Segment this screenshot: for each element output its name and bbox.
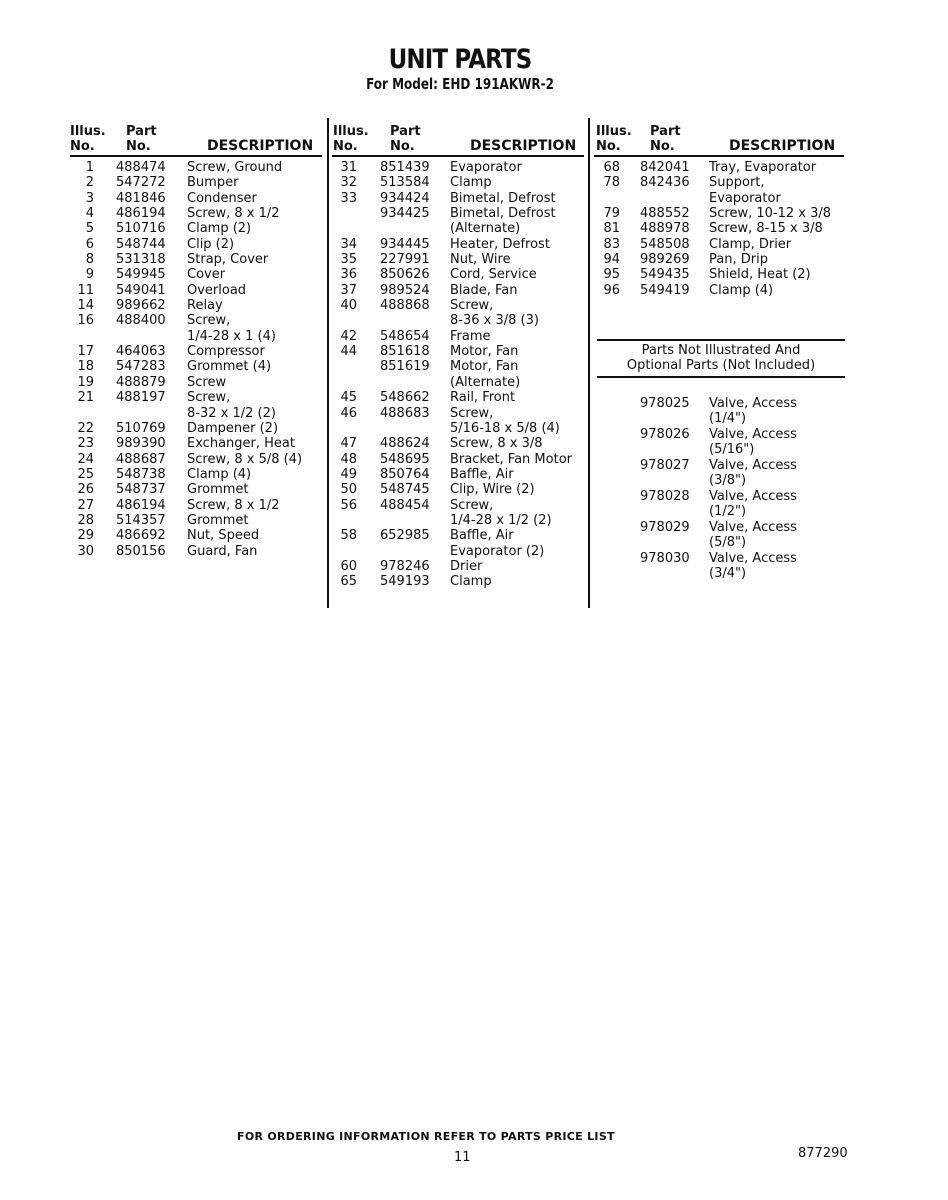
part-description: Motor, Fan <box>450 359 519 375</box>
header-description: DESCRIPTION <box>207 138 314 154</box>
part-number: 488552 <box>640 206 690 222</box>
illus-number: 16 <box>77 313 94 329</box>
table-row <box>0 298 948 313</box>
part-description: (Alternate) <box>450 374 521 390</box>
part-description: Clip, Wire (2) <box>450 482 535 498</box>
part-description: Bumper <box>187 175 239 191</box>
part-number: 548662 <box>380 390 430 406</box>
illus-number: 37 <box>340 282 357 298</box>
part-number: 488687 <box>116 451 166 467</box>
header-no-label: No. <box>126 139 151 154</box>
part-description: Clamp <box>450 574 492 590</box>
part-description: 8-32 x 1/2 (2) <box>187 405 276 421</box>
part-description: Valve, Access <box>709 458 797 473</box>
illus-number: 32 <box>340 175 357 191</box>
illus-number: 5 <box>85 221 94 237</box>
part-description: Tray, Evaporator <box>709 160 817 175</box>
part-number: 548508 <box>640 236 690 252</box>
illus-number: 1 <box>85 160 94 175</box>
illus-number: 65 <box>340 574 357 590</box>
part-number: 486194 <box>116 206 166 222</box>
part-description: Valve, Access <box>709 551 797 566</box>
part-number: 549041 <box>116 282 166 298</box>
part-number: 978030 <box>640 551 690 566</box>
part-number: 978025 <box>640 396 690 411</box>
illus-number: 19 <box>77 374 94 390</box>
part-size: (3/4") <box>709 566 747 582</box>
part-number: 978027 <box>640 458 690 473</box>
header-rule-2 <box>332 155 584 157</box>
illus-number: 25 <box>77 466 94 482</box>
part-description: Evaporator <box>709 190 781 206</box>
table-row <box>0 252 948 267</box>
illus-number: 31 <box>340 160 357 175</box>
part-description: Exchanger, Heat <box>187 436 295 452</box>
optional-part-row <box>0 551 948 582</box>
part-description: Grommet (4) <box>187 359 272 375</box>
part-description: Grommet <box>187 482 249 498</box>
part-description: Baffle, Air <box>450 466 514 482</box>
part-description: Valve, Access <box>709 520 797 535</box>
part-number: 842041 <box>640 160 690 175</box>
part-description: Screw, 8 x 1/2 <box>187 206 280 222</box>
part-description: Drier <box>450 558 483 574</box>
part-description: Clamp (4) <box>187 466 252 482</box>
part-number: 488879 <box>116 374 166 390</box>
header-part-no <box>650 124 681 154</box>
header-no-label: No. <box>333 139 358 154</box>
document-number: 877290 <box>798 1146 848 1161</box>
part-description: Clamp (2) <box>187 221 252 237</box>
part-number: 989390 <box>116 436 166 452</box>
table-row <box>0 221 948 236</box>
table-row <box>0 160 948 175</box>
part-description: Clamp <box>450 175 492 191</box>
part-number: 481846 <box>116 190 166 206</box>
part-number: 934445 <box>380 236 430 252</box>
illus-number: 27 <box>77 497 94 513</box>
part-description: Nut, Speed <box>187 528 260 544</box>
part-description: Screw, 8 x 1/2 <box>187 497 280 513</box>
header-part-no <box>390 124 421 154</box>
optional-part-row <box>0 489 948 520</box>
illus-number: 68 <box>603 160 620 175</box>
optional-part-row <box>0 458 948 489</box>
part-description: Screw, 8-15 x 3/8 <box>709 221 823 237</box>
part-number: 486692 <box>116 528 166 544</box>
optional-part-row <box>0 427 948 458</box>
part-number: 464063 <box>116 344 166 360</box>
header-no-label: No. <box>596 139 621 154</box>
part-number: 548737 <box>116 482 166 498</box>
part-number: 227991 <box>380 252 430 268</box>
header-rule-3 <box>594 155 844 157</box>
header-rule-1 <box>70 155 322 157</box>
part-number: 842436 <box>640 175 690 191</box>
part-number: 549193 <box>380 574 430 590</box>
part-number: 851618 <box>380 344 430 360</box>
header-description: DESCRIPTION <box>729 138 836 154</box>
optional-part-row <box>0 520 948 551</box>
illus-number: 60 <box>340 558 357 574</box>
part-description: Support, <box>709 175 765 191</box>
part-description: Screw, 10-12 x 3/8 <box>709 206 832 222</box>
part-number: 488197 <box>116 390 166 406</box>
table-row <box>0 313 948 328</box>
part-number: 548745 <box>380 482 430 498</box>
table-row <box>0 191 948 206</box>
part-number: 510769 <box>116 420 166 436</box>
header-part-no <box>126 124 157 154</box>
model-subtitle: For Model: EHD 191AKWR-2 <box>366 75 554 93</box>
part-description: Valve, Access <box>709 427 797 442</box>
illus-number: 50 <box>340 482 357 498</box>
illus-number: 26 <box>77 482 94 498</box>
optional-heading-line-1: Parts Not Illustrated And <box>641 343 801 358</box>
header-part-label: Part <box>390 124 421 139</box>
page-title: UNIT PARTS <box>388 44 532 75</box>
part-number: 549419 <box>640 282 690 298</box>
illus-number: 23 <box>77 436 94 452</box>
part-description: Relay <box>187 298 223 314</box>
part-description: Bracket, Fan Motor <box>450 451 572 467</box>
illus-number: 4 <box>85 206 94 222</box>
part-description: 1/4-28 x 1 (4) <box>187 328 276 344</box>
part-number: 547272 <box>116 175 166 191</box>
header-no-label: No. <box>70 139 95 154</box>
part-description: Baffle, Air <box>450 528 514 544</box>
optional-rule-top <box>597 339 845 341</box>
part-description: Frame <box>450 328 491 344</box>
part-number: 513584 <box>380 175 430 191</box>
illus-number: 46 <box>340 405 357 421</box>
illus-number: 18 <box>77 359 94 375</box>
part-number: 488978 <box>640 221 690 237</box>
illus-number: 94 <box>603 252 620 268</box>
illus-number: 9 <box>85 267 94 283</box>
part-description: Shield, Heat (2) <box>709 267 811 283</box>
header-no-label: No. <box>390 139 415 154</box>
illus-number: 42 <box>340 328 357 344</box>
illus-number: 95 <box>603 267 620 283</box>
part-number: 989662 <box>116 298 166 314</box>
illus-number: 35 <box>340 252 357 268</box>
part-description: Grommet <box>187 512 249 528</box>
header-illus-label: Illus. <box>70 124 106 139</box>
part-number: 934425 <box>380 206 430 222</box>
part-number: 851619 <box>380 359 430 375</box>
parts-column-3 <box>0 160 948 298</box>
part-number: 652985 <box>380 528 430 544</box>
part-number: 978026 <box>640 427 690 442</box>
illus-number: 78 <box>603 175 620 191</box>
part-number: 978029 <box>640 520 690 535</box>
header-illus-no <box>70 124 106 154</box>
table-row <box>0 237 948 252</box>
part-number: 549435 <box>640 267 690 283</box>
part-description: Overload <box>187 282 247 298</box>
part-description: Bimetal, Defrost <box>450 206 556 222</box>
header-part-label: Part <box>126 124 157 139</box>
header-description: DESCRIPTION <box>470 138 577 154</box>
part-number: 549945 <box>116 267 166 283</box>
ordering-note: FOR ORDERING INFORMATION REFER TO PARTS PRICE LIST <box>237 1130 615 1143</box>
part-description: Cord, Service <box>450 267 537 283</box>
part-size: (5/16") <box>709 442 755 458</box>
illus-number: 36 <box>340 267 357 283</box>
illus-number: 40 <box>340 298 357 314</box>
part-number: 989269 <box>640 252 690 268</box>
part-description: Rail, Front <box>450 390 516 406</box>
part-number: 851439 <box>380 160 430 175</box>
header-illus-no <box>333 124 369 154</box>
part-number: 548738 <box>116 466 166 482</box>
optional-part-row <box>0 396 948 427</box>
part-description: Screw, <box>450 298 494 314</box>
part-number: 531318 <box>116 252 166 268</box>
part-number: 488868 <box>380 298 430 314</box>
part-description: Heater, Defrost <box>450 236 550 252</box>
illus-number: 45 <box>340 390 357 406</box>
illus-number: 79 <box>603 206 620 222</box>
header-part-label: Part <box>650 124 681 139</box>
part-number: 488683 <box>380 405 430 421</box>
illus-number: 6 <box>85 236 94 252</box>
part-description: Dampener (2) <box>187 420 279 436</box>
part-description: Guard, Fan <box>187 543 258 559</box>
part-number: 547283 <box>116 359 166 375</box>
part-description: Compressor <box>187 344 265 360</box>
part-description: Nut, Wire <box>450 252 511 268</box>
illus-number: 2 <box>85 175 94 191</box>
part-description: Valve, Access <box>709 396 797 411</box>
part-description: Strap, Cover <box>187 252 269 268</box>
part-description: Clamp, Drier <box>709 236 792 252</box>
table-row <box>0 206 948 221</box>
illus-number: 96 <box>603 282 620 298</box>
part-description: Valve, Access <box>709 489 797 504</box>
illus-number: 21 <box>77 390 94 406</box>
illus-number: 24 <box>77 451 94 467</box>
header-illus-label: Illus. <box>333 124 369 139</box>
illus-number: 49 <box>340 466 357 482</box>
illus-number: 34 <box>340 236 357 252</box>
part-number: 978246 <box>380 558 430 574</box>
part-description: Cover <box>187 267 226 283</box>
illus-number: 47 <box>340 436 357 452</box>
illus-number: 44 <box>340 344 357 360</box>
part-number: 548695 <box>380 451 430 467</box>
illus-number: 28 <box>77 512 94 528</box>
part-number: 850626 <box>380 267 430 283</box>
part-description: Screw, 8 x 5/8 (4) <box>187 451 303 467</box>
part-number: 486194 <box>116 497 166 513</box>
illus-number: 11 <box>77 282 94 298</box>
part-description: Bimetal, Defrost <box>450 190 556 206</box>
illus-number: 17 <box>77 344 94 360</box>
part-description: Screw, <box>187 390 231 406</box>
part-number: 488454 <box>380 497 430 513</box>
part-number: 548744 <box>116 236 166 252</box>
part-size: (1/2") <box>709 504 747 520</box>
page-number: 11 <box>454 1150 471 1165</box>
part-description: Clamp (4) <box>709 282 774 298</box>
part-description: Screw, <box>450 405 494 421</box>
part-description: Clip (2) <box>187 236 235 252</box>
illus-number: 22 <box>77 420 94 436</box>
illus-number: 56 <box>340 497 357 513</box>
part-number: 514357 <box>116 512 166 528</box>
part-description: (Alternate) <box>450 221 521 237</box>
part-description: Screw, Ground <box>187 160 283 175</box>
part-description: Screw, <box>187 313 231 329</box>
part-number: 488400 <box>116 313 166 329</box>
part-number: 989524 <box>380 282 430 298</box>
part-number: 934424 <box>380 190 430 206</box>
illus-number: 48 <box>340 451 357 467</box>
part-size: (5/8") <box>709 535 747 551</box>
part-size: (1/4") <box>709 411 747 427</box>
part-number: 510716 <box>116 221 166 237</box>
part-description: Pan, Drip <box>709 252 768 268</box>
part-number: 488474 <box>116 160 166 175</box>
header-illus-label: Illus. <box>596 124 632 139</box>
illus-number: 33 <box>340 190 357 206</box>
part-description: Blade, Fan <box>450 282 518 298</box>
optional-rule-bottom <box>597 376 845 378</box>
illus-number: 14 <box>77 298 94 314</box>
table-row <box>0 267 948 282</box>
part-number: 978028 <box>640 489 690 504</box>
illus-number: 81 <box>603 221 620 237</box>
illus-number: 29 <box>77 528 94 544</box>
part-number: 548654 <box>380 328 430 344</box>
part-description: Evaporator <box>450 160 522 175</box>
illus-number: 8 <box>85 252 94 268</box>
table-row <box>0 329 948 344</box>
part-size: (3/8") <box>709 473 747 489</box>
table-row <box>0 175 948 190</box>
illus-number: 30 <box>77 543 94 559</box>
part-description: Screw, 8 x 3/8 <box>450 436 543 452</box>
part-description: 8-36 x 3/8 (3) <box>450 313 539 329</box>
optional-heading-line-2: Optional Parts (Not Included) <box>626 358 816 373</box>
part-description: 1/4-28 x 1/2 (2) <box>450 512 552 528</box>
part-number: 850156 <box>116 543 166 559</box>
part-description: Screw <box>187 374 227 390</box>
part-number: 850764 <box>380 466 430 482</box>
part-description: 5/16-18 x 5/8 (4) <box>450 420 560 436</box>
part-description: Motor, Fan <box>450 344 519 360</box>
header-no-label: No. <box>650 139 675 154</box>
illus-number: 58 <box>340 528 357 544</box>
illus-number: 3 <box>85 190 94 206</box>
header-illus-no <box>596 124 632 154</box>
table-row <box>0 283 948 298</box>
part-description: Evaporator (2) <box>450 543 545 559</box>
illus-number: 83 <box>603 236 620 252</box>
part-description: Condenser <box>187 190 257 206</box>
part-number: 488624 <box>380 436 430 452</box>
part-description: Screw, <box>450 497 494 513</box>
